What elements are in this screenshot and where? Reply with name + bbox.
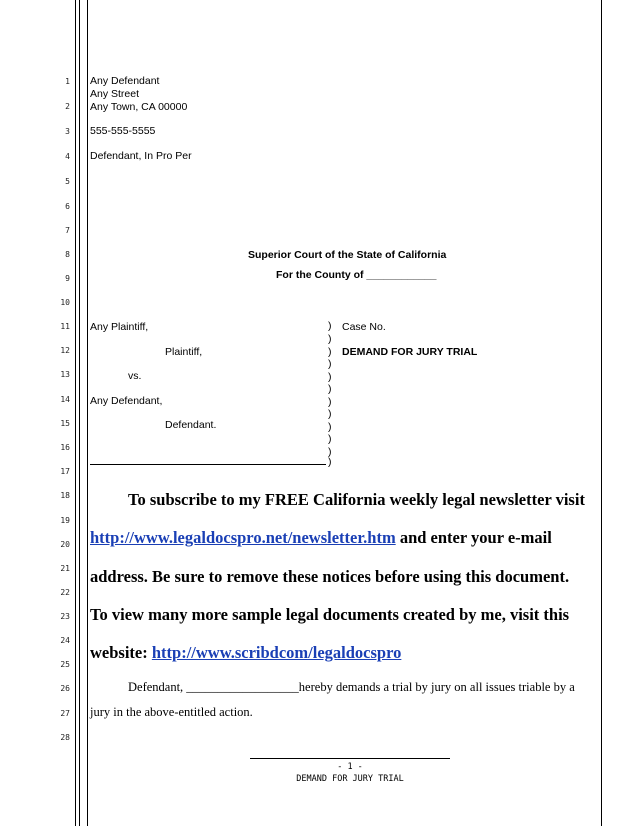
left-margin-rule-2	[79, 0, 80, 826]
line-number: 25	[60, 660, 70, 669]
line-number: 14	[60, 395, 70, 404]
caption-paren: )	[328, 446, 332, 458]
caption-paren: )	[328, 371, 332, 383]
line-number: 1	[65, 77, 70, 86]
footer-title: DEMAND FOR JURY TRIAL	[296, 774, 404, 784]
party-street: Any Street	[90, 88, 140, 100]
left-margin-rule-1	[75, 0, 76, 826]
page-number: - 1 -	[337, 762, 363, 772]
caption-underline	[90, 464, 326, 465]
newsletter-link[interactable]: http://www.legaldocspro.net/newsletter.htm	[90, 528, 396, 547]
line-number: 17	[60, 467, 70, 476]
footer-rule	[250, 758, 450, 759]
right-margin-rule	[601, 0, 602, 826]
line-number: 9	[65, 274, 70, 283]
caption-vs: vs.	[128, 370, 142, 382]
caption-plaintiff-label: Plaintiff,	[165, 346, 203, 358]
line-number: 12	[60, 346, 70, 355]
line-number: 11	[60, 322, 70, 331]
notice-line-2-text: and enter your e-mail	[395, 528, 552, 547]
notice-line-1: To subscribe to my FREE California weekly legal newsletter visit	[128, 490, 585, 509]
caption-paren: )	[328, 383, 332, 395]
body-line-2: jury in the above-entitled action.	[90, 705, 253, 719]
caption-paren: )	[328, 320, 332, 332]
line-number: 26	[60, 684, 70, 693]
line-number: 8	[65, 250, 70, 259]
line-number: 13	[60, 370, 70, 379]
scribd-link[interactable]: http://www.scribdcom/legaldocspro	[151, 643, 402, 662]
body-line-1: Defendant, __________________hereby demands a trial by jury on all issues triable by a	[128, 680, 575, 694]
caption-defendant: Any Defendant,	[90, 395, 163, 407]
party-phone: 555-555-5555	[90, 125, 156, 137]
court-name: Superior Court of the State of California	[248, 249, 447, 261]
caption-plaintiff: Any Plaintiff,	[90, 321, 149, 333]
notice-line-5	[90, 643, 401, 663]
document-title: DEMAND FOR JURY TRIAL	[342, 346, 478, 358]
notice-line-3: address. Be sure to remove these notices before using this document.	[90, 567, 570, 586]
line-number: 21	[60, 564, 70, 573]
line-number: 3	[65, 127, 70, 136]
caption-paren: )	[328, 358, 332, 370]
line-number: 22	[60, 588, 70, 597]
line-number: 4	[65, 152, 70, 161]
caption-defendant-label: Defendant.	[165, 419, 217, 431]
line-number: 6	[65, 202, 70, 211]
line-number: 28	[60, 733, 70, 742]
line-number: 23	[60, 612, 70, 621]
line-number: 16	[60, 443, 70, 452]
notice-line-5-prefix: website:	[90, 643, 152, 662]
line-number: 10	[60, 298, 70, 307]
court-county: For the County of ____________	[276, 269, 437, 281]
caption-paren: )	[328, 456, 332, 468]
line-number: 15	[60, 419, 70, 428]
caption-paren: )	[328, 396, 332, 408]
line-number: 27	[60, 709, 70, 718]
line-number: 7	[65, 226, 70, 235]
line-number: 24	[60, 636, 70, 645]
left-margin-rule-3	[87, 0, 88, 826]
case-number-label: Case No.	[342, 321, 386, 333]
party-name: Any Defendant	[90, 75, 160, 87]
line-number: 5	[65, 177, 70, 186]
party-role: Defendant, In Pro Per	[90, 150, 192, 162]
line-number: 18	[60, 491, 70, 500]
caption-paren: )	[328, 433, 332, 445]
notice-line-2	[90, 528, 552, 548]
caption-paren: )	[328, 333, 332, 345]
caption-paren: )	[328, 346, 332, 358]
line-number: 20	[60, 540, 70, 549]
notice-line-4: To view many more sample legal documents created by me, visit this	[90, 605, 570, 624]
line-number: 19	[60, 516, 70, 525]
party-city: Any Town, CA 00000	[90, 101, 188, 113]
caption-paren: )	[328, 408, 332, 420]
line-number: 2	[65, 102, 70, 111]
caption-paren: )	[328, 421, 332, 433]
